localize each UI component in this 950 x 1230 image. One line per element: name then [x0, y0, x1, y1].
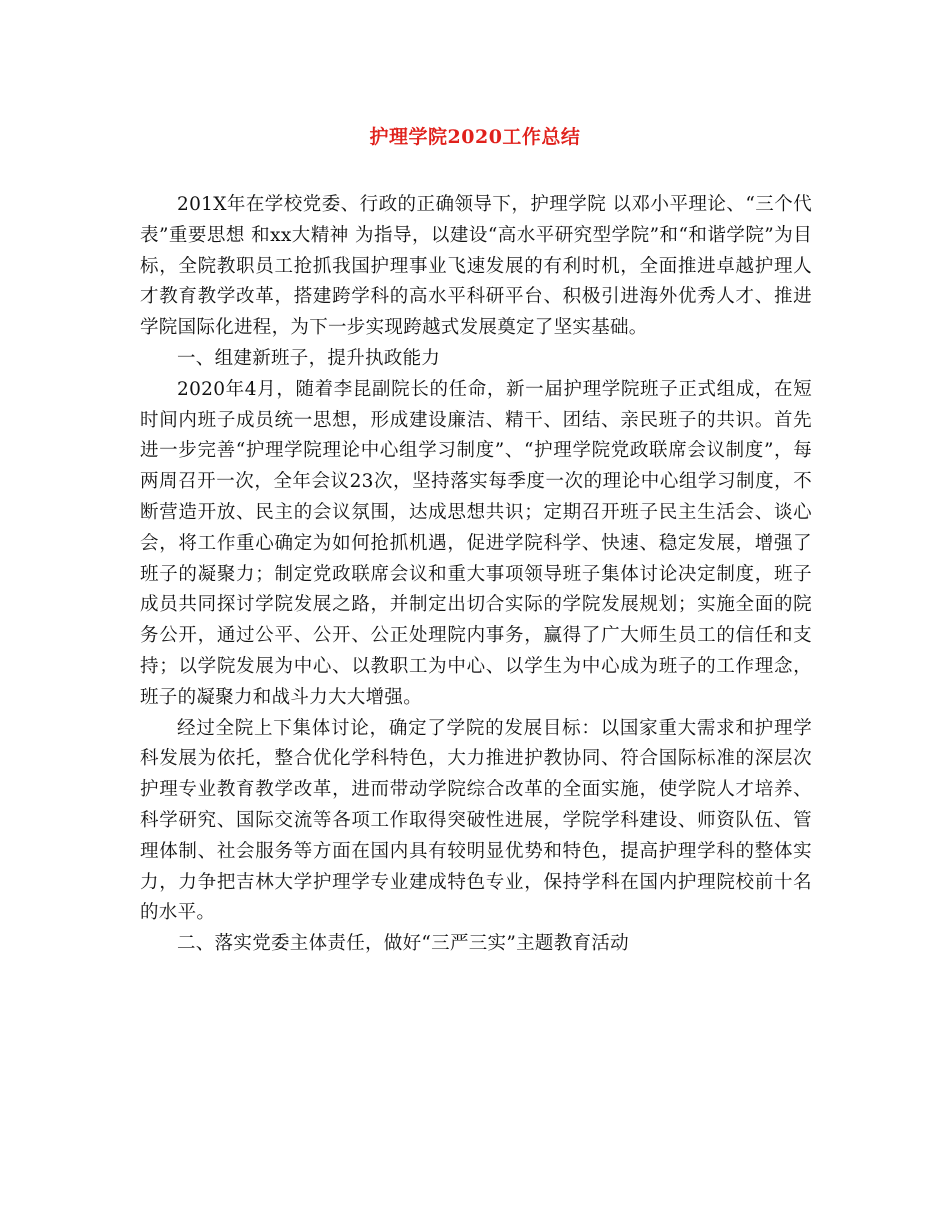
intro-paragraph: 201X年在学校党委、行政的正确领导下，护理学院 以邓小平理论、“三个代表”重要思想 和xx大精神 为指导，以建设“高水平研究型学院”和“和谐学院”为目标，全院教职员工抢抓我国护理事业飞速发展的有利时机，全面推进卓越护理人才教育教学改革，搭建跨学科的高水平科研平台、积极引进海外优秀人才、推进学院国际化进程，为下一步实现跨越式发展奠定了坚实基础。 [140, 194, 812, 339]
section-heading-1: 一、组建新班子，提升执政能力 [177, 347, 441, 369]
document-title: 护理学院2020工作总结 [369, 126, 581, 148]
document-body [140, 190, 812, 960]
section-1-paragraph-2: 经过全院上下集体讨论，确定了学院的发展目标：以国家重大需求和护理学科发展为依托，整合优化学科特色，大力推进护教协同、符合国际标准的深层次护理专业教育教学改革，进而带动学院综合改革的全面实施，使学院人才培养、科学研究、国际交流等各项工作取得突破性进展，学院学科建设、师资队伍、管理体制、社会服务等方面在国内具有较明显优势和特色，提高护理学科的整体实力，力争把吉林大学护理学专业建成特色专业，保持学科在国内护理院校前十名的水平。 [140, 717, 812, 924]
section-heading-2: 二、落实党委主体责任，做好“三严三实”主题教育活动 [177, 933, 629, 955]
section-1-paragraph-1: 2020年4月，随着李昆副院长的任命，新一届护理学院班子正式组成，在短时间内班子成员统一思想，形成建设廉洁、精干、团结、亲民班子的共识。首先进一步完善“护理学院理论中心组学习制度”、“护理学院党政联席会议制度”，每两周召开一次，全年会议23次，坚持落实每季度一次的理论中心组学习制度，不断营造开放、民主的会议氛围，达成思想共识；定期召开班子民主生活会、谈心会，将工作重心确定为如何抢抓机遇，促进学院科学、快速、稳定发展，增强了班子的凝聚力；制定党政联席会议和重大事项领导班子集体讨论决定制度，班子成员共同探讨学院发展之路，并制定出切合实际的学院发展规划；实施全面的院务公开，通过公平、公开、公正处理院内事务，赢得了广大师生员工的信任和支持；以学院发展为中心、以教职工为中心、以学生为中心成为班子的工作理念，班子的凝聚力和战斗力大大增强。 [140, 378, 812, 708]
